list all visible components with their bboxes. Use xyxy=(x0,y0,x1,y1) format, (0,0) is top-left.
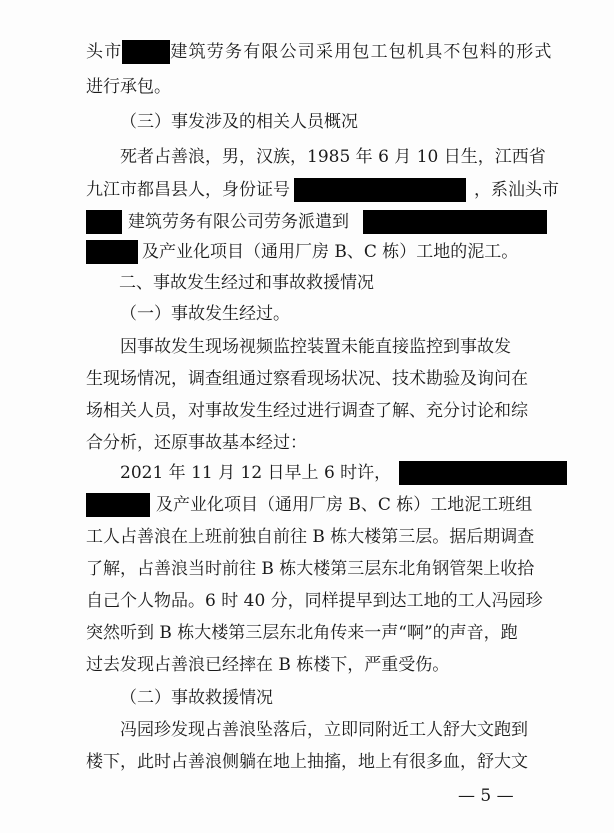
text-line xyxy=(86,208,547,236)
page-number: — 5 — xyxy=(458,786,514,806)
redaction-block xyxy=(399,461,567,485)
redaction-block xyxy=(122,40,170,64)
section-heading: （二）事故救援情况 xyxy=(120,688,273,708)
text-line: 合分析，还原事故基本经过： xyxy=(86,433,307,453)
text-line: 了解，占善浪当时前往 B 栋大楼第三层东北角钢管架上收拾 xyxy=(86,559,535,579)
text-line xyxy=(86,38,553,66)
text-segment: 建筑劳务有限公司劳务派遣到 xyxy=(128,212,349,232)
section-heading: （三）事发涉及的相关人员概况 xyxy=(120,112,358,132)
text-line: 楼下，此时占善浪侧躺在地上抽搐，地上有很多血，舒大文 xyxy=(86,752,528,772)
text-segment: ，系汕头市 xyxy=(474,180,559,200)
text-segment: 九江市都昌县人，身份证号 xyxy=(86,180,290,200)
text-line: 因事故发生现场视频监控装置未能直接监控到事故发 xyxy=(120,337,511,357)
redaction-block xyxy=(86,493,150,517)
text-line xyxy=(86,238,518,266)
text-line: 死者占善浪，男，汉族，1985 年 6 月 10 日生，江西省 xyxy=(120,147,546,167)
redaction-block xyxy=(363,210,547,234)
text-line: 场相关人员，对事故发生经过进行调查了解、充分讨论和综 xyxy=(86,401,528,421)
text-line xyxy=(120,459,567,487)
text-line: 工人占善浪在上班前独自前往 B 栋大楼第三层。据后期调查 xyxy=(86,527,535,547)
text-line: 突然听到 B 栋大楼第三层东北角传来一声“啊”的声音，跑 xyxy=(86,623,518,643)
redaction-block xyxy=(86,240,138,264)
text-segment: 建筑劳务有限公司采用包工包机具不包料的形式 xyxy=(170,42,553,62)
text-line: 自己个人物品。6 时 40 分，同样提早到达工地的工人冯园珍 xyxy=(86,591,543,611)
text-segment: 及产业化项目（通用厂房 B、C 栋）工地泥工班组 xyxy=(156,495,533,515)
text-line xyxy=(86,176,559,204)
text-segment: 及产业化项目（通用厂房 B、C 栋）工地的泥工。 xyxy=(142,242,519,262)
text-segment: 2021 年 11 月 12 日早上 6 时许， xyxy=(120,463,392,483)
text-line xyxy=(86,491,532,519)
text-line: 过去发现占善浪已经摔在 B 栋楼下，严重受伤。 xyxy=(86,655,450,675)
text-line: 生现场情况，调查组通过察看现场状况、技术勘验及询问在 xyxy=(86,369,528,389)
text-line: 冯园珍发现占善浪坠落后，立即同附近工人舒大文跑到 xyxy=(120,720,528,740)
redaction-block xyxy=(86,210,122,234)
text-segment: 头市 xyxy=(86,42,123,62)
section-heading: （一）事故发生经过。 xyxy=(120,304,290,324)
text-line: 进行承包。 xyxy=(86,77,171,97)
chapter-heading: 二、事故发生经过和事故救援情况 xyxy=(119,273,374,293)
redaction-block xyxy=(294,178,466,202)
